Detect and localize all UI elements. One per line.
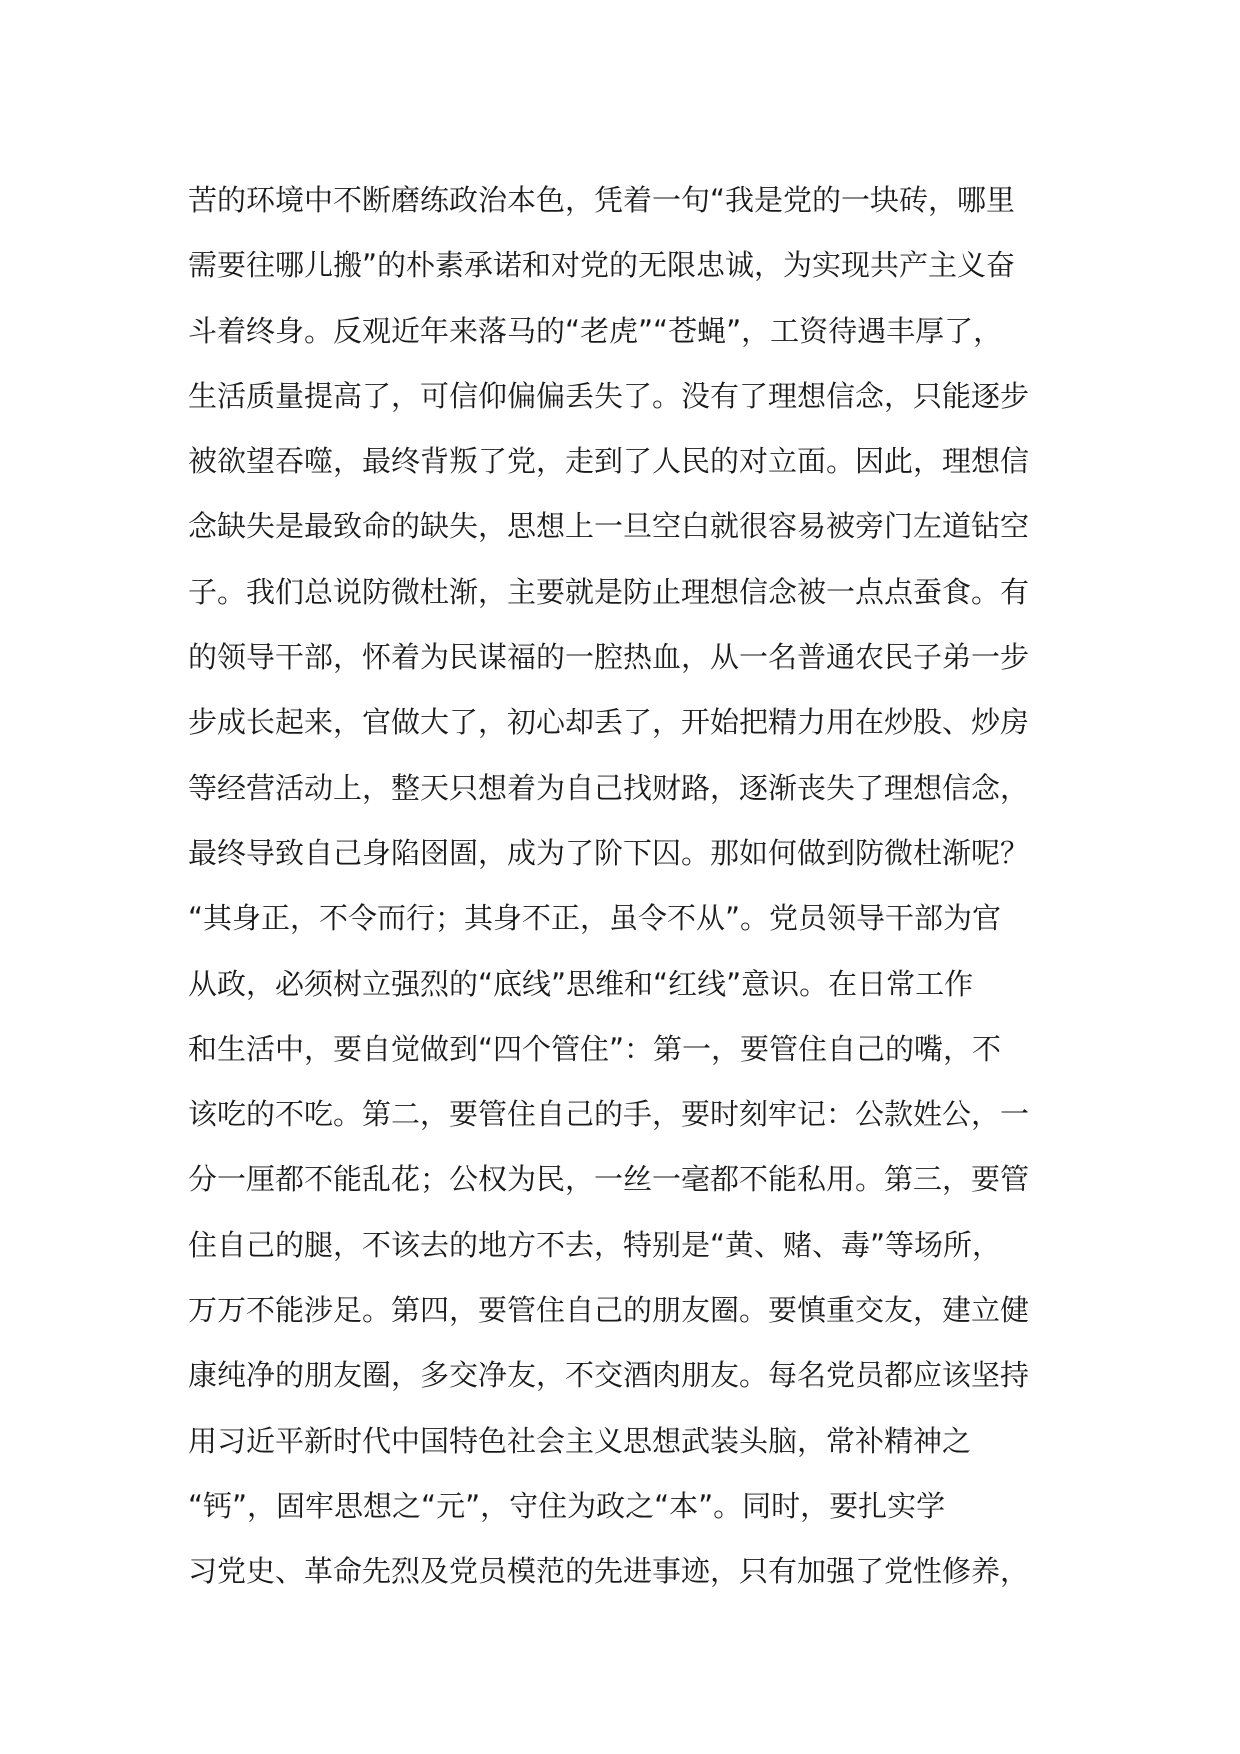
text-line: 等经营活动上，整天只想着为自己找财路，逐渐丧失了理想信念， xyxy=(188,770,1030,805)
text-line: 最终导致自己身陷囹圄，成为了阶下囚。那如何做到防微杜渐呢？ xyxy=(188,835,1030,870)
text-line: 苦的环境中不断磨练政治本色，凭着一句“我是党的一块砖，哪里 xyxy=(188,183,1016,217)
text-line: 生活质量提高了，可信仰偏偏丢失了。没有了理想信念，只能逐步 xyxy=(188,378,1030,413)
text-line: 子。我们总说防微杜渐，主要就是防止理想信念被一点点蚕食。有 xyxy=(188,574,1030,609)
text-line: 住自己的腿，不该去的地方不去，特别是“黄、赌、毒”等场所， xyxy=(188,1227,1002,1262)
text-line: 的领导干部，怀着为民谋福的一腔热血，从一名普通农民子弟一步 xyxy=(188,640,1030,675)
text-line: “钙”，固牢思想之“元”，守住为政之“本”。同时，要扎实学 xyxy=(188,1488,946,1523)
text-line: 需要往哪儿搬”的朴素承诺和对党的无限忠诚，为实现共产主义奋 xyxy=(188,248,1016,283)
text-line: 康纯净的朋友圈，多交净友，不交酒肉朋友。每名党员都应该坚持 xyxy=(188,1358,1030,1393)
text-line: 念缺失是最致命的缺失，思想上一旦空白就很容易被旁门左道钻空 xyxy=(188,509,1030,544)
body-paragraph xyxy=(188,168,1068,1605)
text-line: 斗着终身。反观近年来落马的“老虎”“苍蝇”，工资待遇丰厚了， xyxy=(188,313,1003,348)
text-line: 分一厘都不能乱花；公权为民，一丝一毫都不能私用。第三，要管 xyxy=(188,1162,1030,1197)
text-line: 从政，必须树立强烈的“底线”思维和“红线”意识。在日常工作 xyxy=(188,966,974,1001)
text-line: 习党史、革命先烈及党员模范的先进事迹，只有加强了党性修养， xyxy=(188,1554,1030,1589)
text-line: 该吃的不吃。第二，要管住自己的手，要时刻牢记：公款姓公，一 xyxy=(188,1097,1030,1132)
text-line: 和生活中，要自觉做到“四个管住”：第一，要管住自己的嘴，不 xyxy=(188,1031,1002,1066)
text-line: 被欲望吞噬，最终背叛了党，走到了人民的对立面。因此，理想信 xyxy=(188,444,1030,479)
text-line: 步成长起来，官做大了，初心却丢了，开始把精力用在炒股、炒房 xyxy=(188,705,1030,740)
text-line: 万万不能涉足。第四，要管住自己的朋友圈。要慎重交友，建立健 xyxy=(188,1293,1030,1328)
text-line: 用习近平新时代中国特色社会主义思想武装头脑，常补精神之 xyxy=(188,1423,972,1458)
text-line: “其身正，不令而行；其身不正，虽令不从”。党员领导干部为官 xyxy=(188,901,1002,936)
